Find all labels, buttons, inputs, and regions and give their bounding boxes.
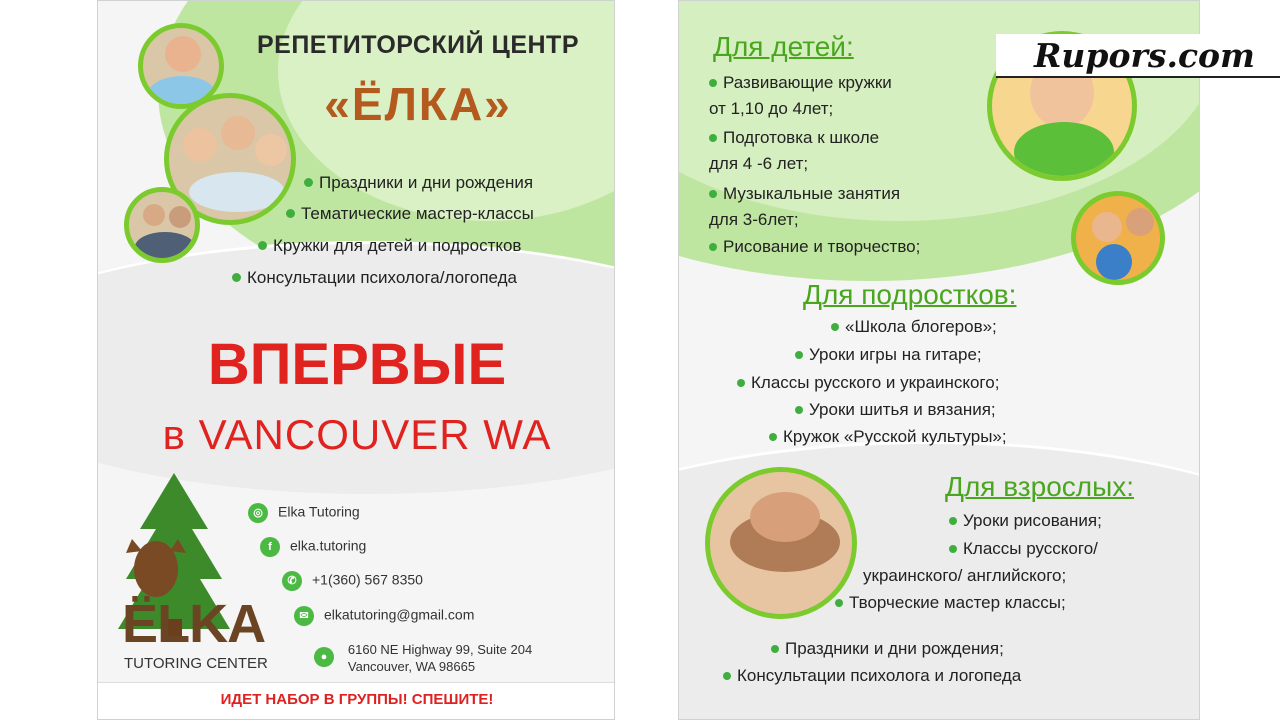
- bullet-icon: [258, 241, 267, 250]
- adults-item-cont: украинского/ английского;: [863, 566, 1067, 585]
- contact-address: [314, 641, 532, 675]
- bullet-icon: [709, 190, 717, 198]
- teens-item: Классы русского и украинского;: [737, 373, 999, 393]
- service-item: Консультации психолога/логопеда: [232, 268, 517, 288]
- bullet-icon: [304, 178, 313, 187]
- bullet-icon: [709, 134, 717, 142]
- bullet-icon: [723, 672, 731, 680]
- watermark-text: Rupors.com: [1034, 36, 1255, 75]
- kids-item: Развивающие кружки: [709, 73, 892, 93]
- bullet-icon: [795, 406, 803, 414]
- left-flyer: [97, 0, 615, 720]
- service-item: Кружки для детей и подростков: [258, 236, 521, 256]
- phone-icon: ✆: [282, 571, 302, 591]
- extra-item: Праздники и дни рождения;: [771, 639, 1004, 659]
- center-title: РЕПЕТИТОРСКИЙ ЦЕНТР: [256, 31, 579, 59]
- headline-location: в VANCOUVER WA: [162, 411, 552, 458]
- kids-item: Рисование и творчество;: [709, 237, 920, 257]
- teens-heading: Для подростков:: [803, 279, 1017, 310]
- location-pin-icon: ●: [314, 647, 334, 667]
- kids-item: Музыкальные занятия: [709, 184, 900, 204]
- bullet-icon: [949, 545, 957, 553]
- enrollment-footer: ИДЕТ НАБОР В ГРУППЫ! СПЕШИТЕ!: [98, 682, 615, 719]
- kids-item-cont: от 1,10 до 4лет;: [709, 99, 834, 118]
- bullet-icon: [709, 243, 717, 251]
- bullet-icon: [771, 645, 779, 653]
- adults-heading: Для взрослых:: [945, 471, 1135, 502]
- bullet-icon: [737, 379, 745, 387]
- facebook-icon: f: [260, 537, 280, 557]
- teens-item: Кружок «Русской культуры»;: [769, 427, 1007, 447]
- teens-item: Уроки шитья и вязания;: [795, 400, 996, 420]
- bullet-icon: [232, 273, 241, 282]
- contact-email: ✉ elkatutoring@gmail.com: [294, 606, 474, 626]
- extra-item: Консультации психолога и логопеда: [723, 666, 1021, 686]
- logo-word: ЁLKA: [122, 594, 266, 654]
- bullet-icon: [709, 79, 717, 87]
- watermark-box: [996, 34, 1280, 78]
- photo-kids-globe: [1071, 191, 1165, 285]
- bullet-icon: [949, 517, 957, 525]
- kids-item-cont: для 3-6лет;: [709, 210, 799, 229]
- adults-item: Творческие мастер классы;: [835, 593, 1066, 613]
- kids-item-cont: для 4 -6 лет;: [709, 154, 809, 173]
- center-name: «ЁЛКА»: [324, 78, 512, 130]
- photo-group-adults: [124, 187, 200, 263]
- adults-item: Уроки рисования;: [949, 511, 1102, 531]
- service-item: Праздники и дни рождения: [304, 173, 533, 193]
- address-line-2: Vancouver, WA 98665: [347, 659, 476, 674]
- teens-item: «Школа блогеров»;: [831, 317, 997, 337]
- contact-phone: ✆ +1(360) 567 8350: [282, 571, 423, 591]
- email-icon: ✉: [294, 606, 314, 626]
- bullet-icon: [831, 323, 839, 331]
- bullet-icon: [795, 351, 803, 359]
- service-item: Тематические мастер-классы: [286, 204, 534, 224]
- headline-first-time: ВПЕРВЫЕ: [207, 332, 507, 397]
- contact-instagram: ◎ Elka Tutoring: [248, 503, 360, 523]
- contact-facebook: f elka.tutoring: [260, 537, 366, 557]
- address-line-1: 6160 NE Highway 99, Suite 204: [347, 642, 533, 657]
- adults-item: Классы русского/: [949, 539, 1098, 559]
- kids-heading: Для детей:: [713, 31, 854, 62]
- kids-item: Подготовка к школе: [709, 128, 879, 148]
- right-flyer: [678, 0, 1200, 720]
- bullet-icon: [286, 209, 295, 218]
- instagram-icon: ◎: [248, 503, 268, 523]
- logo-subtitle: TUTORING CENTER: [124, 655, 268, 672]
- teens-item: Уроки игры на гитаре;: [795, 345, 982, 365]
- bullet-icon: [835, 599, 843, 607]
- bullet-icon: [769, 433, 777, 441]
